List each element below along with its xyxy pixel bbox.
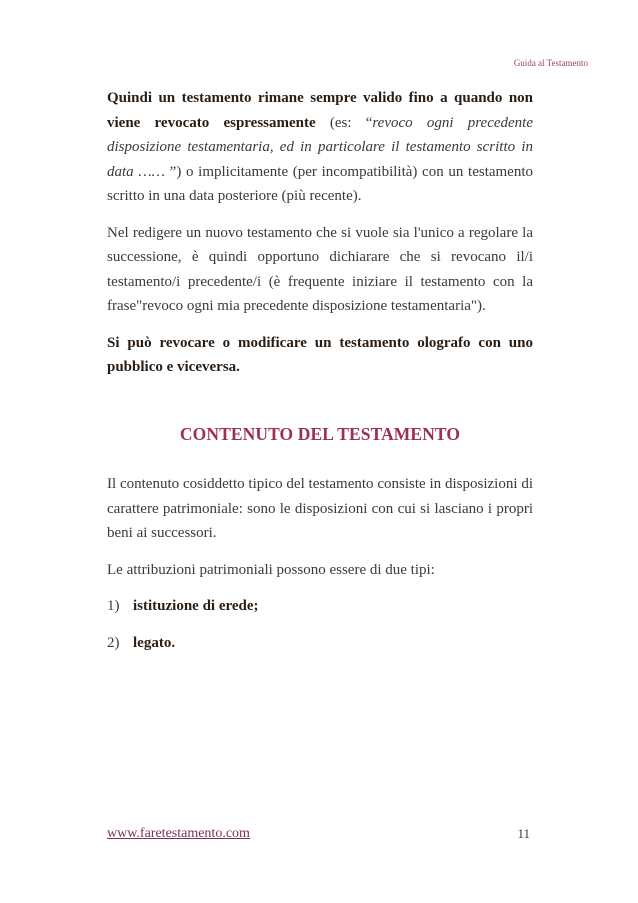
footer-website-link[interactable]: www.faretestamento.com	[107, 826, 250, 841]
paragraph-revocation-italic: revoco ogni precedente disposizione testamentaria, ed in particolare il testamento scritto in data ……	[107, 114, 533, 180]
section-heading: CONTENUTO DEL TESTAMENTO	[179, 423, 461, 444]
page-number: 11	[517, 826, 530, 841]
list-text: legato.	[133, 634, 176, 651]
paragraph-content: Il contenuto cosiddetto tipico del testamento consiste in disposizioni di carattere patrimoniale: sono le disposizioni con cui si lasciano i propri beni ai successori.	[107, 476, 533, 541]
page-content	[107, 86, 533, 667]
paragraph-holographic: Si può revocare o modificare un testamento olografo con uno pubblico e viceversa.	[107, 334, 533, 375]
list-item	[107, 631, 533, 656]
list-number: 1)	[107, 598, 120, 614]
paragraph-attributions: Le attribuzioni patrimoniali possono essere di due tipi:	[107, 561, 435, 578]
list-item	[107, 594, 533, 619]
paragraph-revocation-text-1: (es: “	[315, 114, 373, 131]
paragraph-revocation-bold: Quindi un testamento rimane sempre valido fino a quando non viene revocato espressamente	[107, 90, 533, 131]
paragraph-revocation-text-2: ”) o implicitamente (per incompatibilità) con un testamento scritto in una data posteriore (più recente).	[107, 163, 534, 204]
paragraph-revocation	[107, 86, 533, 209]
paragraph-new-testament: Nel redigere un nuovo testamento che si vuole sia l'unico a regolare la successione, è quindi opportuno dichiarare che si revocano il/i testamento/i precedente/i (è frequente iniziare il testamento con la frase"revoco ogni mia precedente disposizione testamentaria").	[107, 224, 533, 314]
list-text: istituzione di erede;	[133, 598, 259, 614]
running-header: Guida al Testamento	[513, 58, 588, 68]
list-number: 2)	[107, 634, 120, 651]
